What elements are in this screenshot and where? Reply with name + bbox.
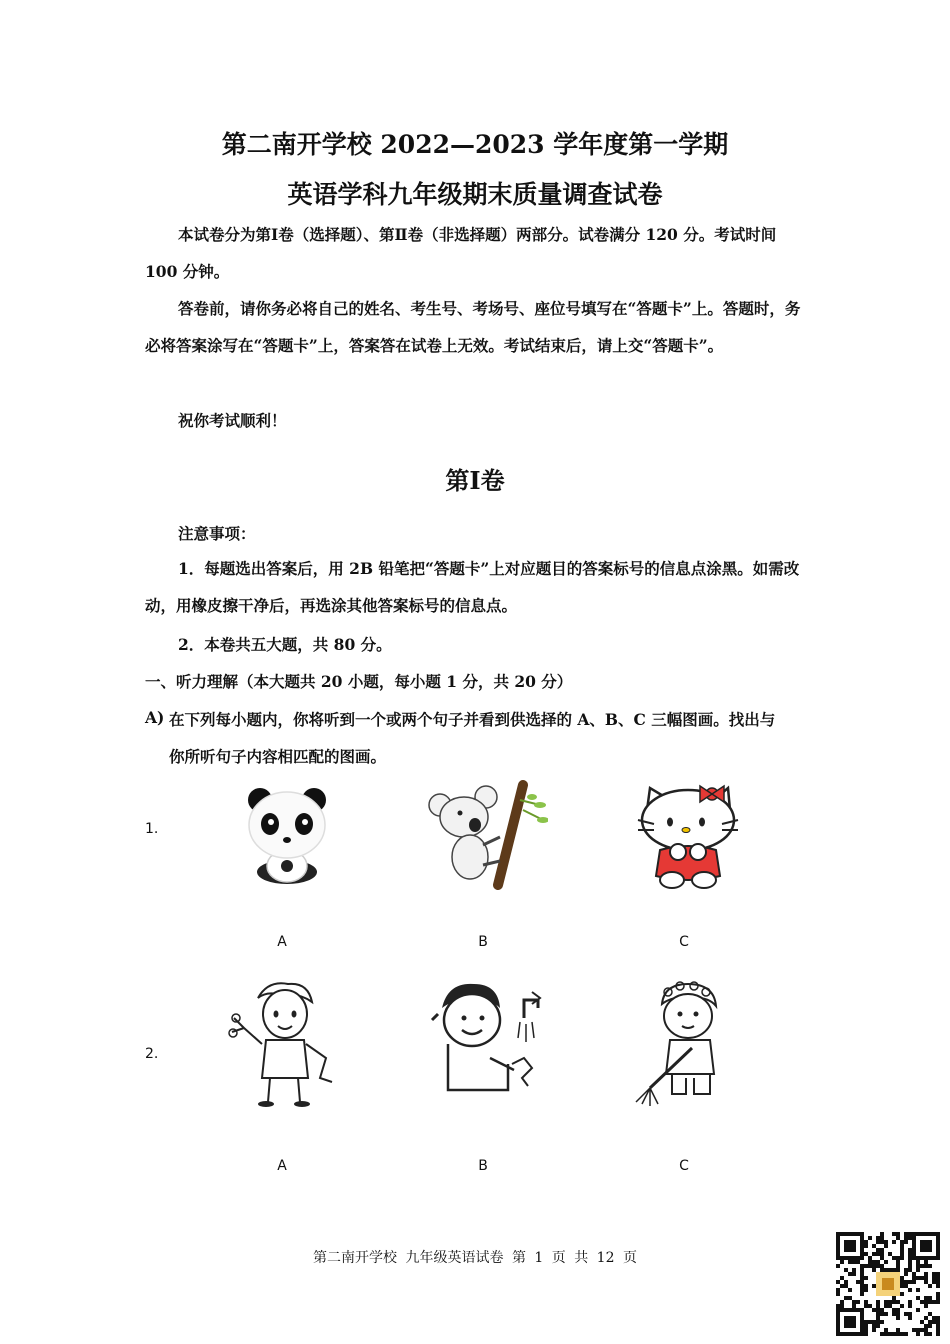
part1-a-instruction-line2: 你所听句子内容相匹配的图画。 bbox=[169, 747, 387, 766]
question-2-option-a-label: A bbox=[277, 1158, 287, 1174]
question-1-option-b-label: B bbox=[478, 934, 488, 950]
question-1-option-c-label: C bbox=[679, 934, 689, 950]
sweeping-icon[interactable] bbox=[632, 978, 742, 1108]
footer-page-number: 1 bbox=[534, 1250, 544, 1266]
question-1-number: 1. bbox=[145, 821, 159, 837]
footer-exam: 九年级英语试卷 bbox=[405, 1250, 504, 1266]
notes-item-2: 2．本卷共五大题，共 80 分。 bbox=[178, 635, 392, 654]
footer-school: 第二南开学校 bbox=[313, 1250, 398, 1266]
notes-heading: 注意事项： bbox=[178, 524, 256, 543]
footer-ye-2: 页 bbox=[622, 1250, 637, 1266]
footer-gong: 共 bbox=[574, 1250, 589, 1266]
question-2-option-c-label: C bbox=[679, 1158, 689, 1174]
notes-item-1: 1．每题选出答案后，用 2B 铅笔把“答题卡”上对应题目的答案标号的信息点涂黑。如需改动，用橡皮擦干净后，再选涂其他答案标号的信息点。 bbox=[145, 559, 800, 615]
washing-hands-icon[interactable] bbox=[428, 978, 548, 1098]
hello-kitty-icon[interactable] bbox=[632, 780, 742, 890]
page-footer bbox=[0, 1247, 950, 1267]
koala-icon[interactable] bbox=[428, 775, 538, 885]
part1-a-label: A) bbox=[145, 708, 165, 727]
exam-title-line2: 英语学科九年级期末质量调查试卷 bbox=[287, 180, 663, 209]
exam-title-line1: 第二南开学校 2022—2023 学年度第一学期 bbox=[221, 130, 729, 159]
panda-icon[interactable] bbox=[230, 780, 340, 890]
intro-paragraph-1: 本试卷分为第Ⅰ卷（选择题）、第Ⅱ卷（非选择题）两部分。试卷满分 120 分。考试时间 100 分钟。 bbox=[145, 225, 777, 281]
footer-di: 第 bbox=[511, 1250, 526, 1266]
intro-paragraph-2: 答卷前，请你务必将自己的姓名、考生号、考场号、座位号填写在“答题卡”上。答题时，务必将答案涂写在“答题卡”上，答案答在试卷上无效。考试结束后，请上交“答题卡”。 bbox=[145, 299, 801, 355]
barber-icon[interactable] bbox=[228, 978, 338, 1108]
part1-a-instruction-line1: 在下列每小题内，你将听到一个或两个句子并看到供选择的 A、B、C 三幅图画。找出与 bbox=[169, 710, 776, 729]
footer-total-pages: 12 bbox=[596, 1250, 615, 1266]
question-2-number: 2. bbox=[145, 1046, 159, 1062]
section-title: 第Ⅰ卷 bbox=[445, 466, 505, 495]
question-1-option-a-label: A bbox=[277, 934, 287, 950]
intro-paragraph-3: 祝你考试顺利！ bbox=[178, 411, 287, 430]
question-2-option-b-label: B bbox=[478, 1158, 488, 1174]
part1-heading: 一、听力理解（本大题共 20 小题，每小题 1 分，共 20 分） bbox=[145, 672, 573, 691]
footer-ye: 页 bbox=[551, 1250, 566, 1266]
qr-code-icon[interactable] bbox=[836, 1232, 940, 1336]
